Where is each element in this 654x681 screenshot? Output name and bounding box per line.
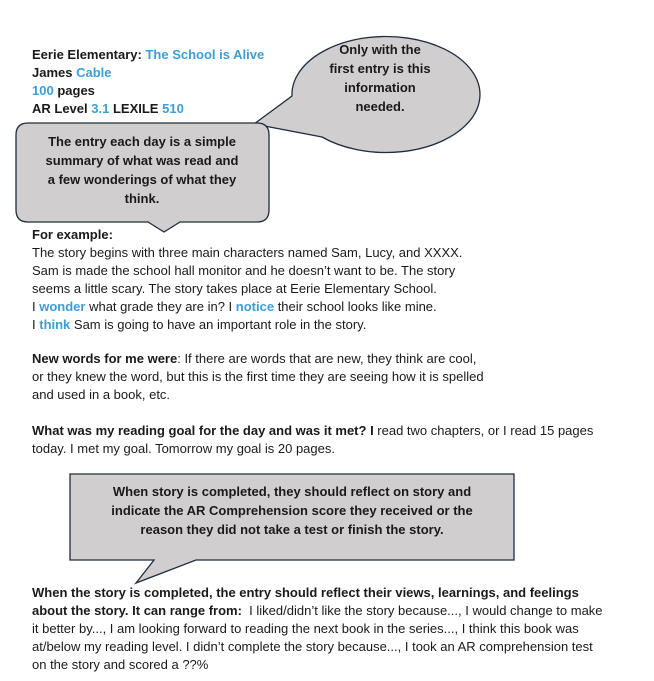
completed-line: on the story and scored a ??% — [32, 657, 209, 672]
callout-line: needed. — [355, 99, 405, 114]
callout-line: summary of what was read and — [45, 153, 239, 168]
lexile-value: 510 — [162, 101, 184, 116]
level-line — [32, 100, 264, 118]
goal-line — [32, 422, 593, 440]
callout-line: The entry each day is a simple — [48, 134, 236, 149]
text: I liked/didn’t like the story because..., I would change to make — [241, 603, 603, 618]
text: their school looks like mine. — [274, 299, 437, 314]
text: read two chapters, or I read 15 pages — [373, 423, 594, 438]
callout-line: information — [344, 80, 416, 95]
text: I — [32, 317, 40, 332]
example-section — [32, 226, 462, 334]
wonder-keyword: wonder — [39, 299, 86, 314]
goal-label: What was my reading goal for the day and was it met? I — [32, 423, 374, 438]
new-words-line: and used in a book, etc. — [32, 387, 171, 402]
text: : If there are words that are new, they think are cool, — [177, 351, 477, 366]
callout-line: reason they did not take a test or finish the story. — [140, 522, 444, 537]
completed-bold: about the story. It can range from: — [32, 603, 242, 618]
example-heading: For example: — [32, 227, 113, 242]
callout-line: When story is completed, they should reflect on story and — [112, 484, 472, 499]
new-words-section — [32, 350, 484, 404]
callout-line: first entry is this — [329, 61, 431, 76]
text: Sam is going to have an important role in the story. — [70, 317, 367, 332]
new-words-label: New words for me were — [32, 351, 178, 366]
pages-number: 100 — [32, 83, 54, 98]
completion-callout-text — [72, 482, 512, 539]
completed-line — [32, 602, 603, 620]
notice-keyword: notice — [235, 299, 275, 314]
author-line — [32, 64, 264, 82]
first-entry-callout-text — [300, 40, 460, 116]
ar-label: AR Level — [32, 101, 88, 116]
new-words-line: or they knew the word, but this is the first time they are seeing how it is spelled — [32, 369, 484, 384]
goal-section — [32, 422, 593, 458]
author-last: Cable — [76, 65, 112, 80]
text: what grade they are in? I — [85, 299, 236, 314]
completed-line: it better by..., I am looking forward to reading the next book in the series..., I think this book was — [32, 621, 579, 636]
completed-line: at/below my reading level. I didn’t complete the story because..., I took an AR comprehension test — [32, 639, 593, 654]
callout-line: Only with the — [339, 42, 421, 57]
example-line — [32, 316, 462, 334]
title-label: Eerie Elementary: — [32, 47, 142, 62]
new-words-line — [32, 350, 484, 368]
pages-label: pages — [57, 83, 95, 98]
book-title: The School is Alive — [145, 47, 265, 62]
title-line — [32, 46, 264, 64]
completed-line: When the story is completed, the entry should reflect their views, learnings, and feelings — [32, 585, 579, 600]
example-line: seems a little scary. The story takes place at Eerie Elementary School. — [32, 281, 437, 296]
pages-line — [32, 82, 264, 100]
completed-section — [32, 584, 603, 674]
callout-line: think. — [124, 191, 160, 206]
text: I — [32, 299, 40, 314]
think-keyword: think — [39, 317, 71, 332]
example-line: The story begins with three main characters named Sam, Lucy, and XXXX. — [32, 245, 463, 260]
daily-entry-callout-text — [18, 132, 266, 208]
example-line — [32, 298, 462, 316]
callout-line: indicate the AR Comprehension score they received or the — [111, 503, 473, 518]
goal-line: today. I met my goal. Tomorrow my goal is 20 pages. — [32, 441, 335, 456]
callout-line: a few wonderings of what they — [47, 172, 237, 187]
example-line: Sam is made the school hall monitor and he doesn’t want to be. The story — [32, 263, 456, 278]
book-info — [32, 46, 264, 118]
lexile-label: LEXILE — [112, 101, 159, 116]
ar-value: 3.1 — [91, 101, 110, 116]
author-first: James — [32, 65, 73, 80]
